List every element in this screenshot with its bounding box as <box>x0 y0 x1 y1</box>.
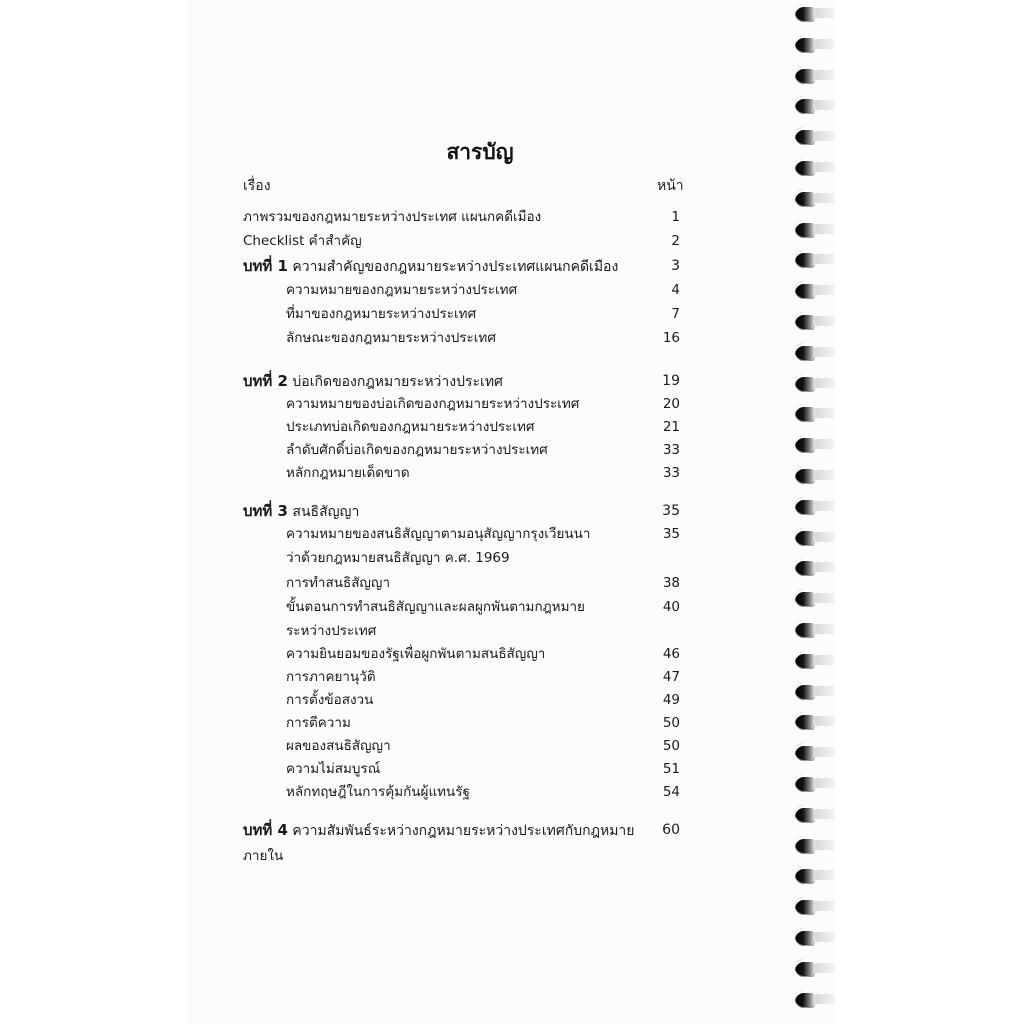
toc-entry-label: ว่าด้วยกฎหมายสนธิสัญญา ค.ศ. 1969 <box>286 550 510 566</box>
toc-entry-label: การตั้งข้อสงวน <box>286 692 374 708</box>
toc-chapter-2 <box>190 370 680 392</box>
spiral-ring-icon <box>795 125 845 149</box>
chapter-number: บทที่ 4 <box>243 821 288 839</box>
spiral-ring-icon <box>795 895 845 919</box>
toc-entry-page: 33 <box>662 465 680 481</box>
toc-entry-label: หลักกฎหมายเด็ดขาด <box>286 465 410 481</box>
column-header-page: หน้า <box>657 178 684 194</box>
toc-entry-page: 21 <box>662 419 680 435</box>
toc-entry-page: 20 <box>662 396 680 412</box>
spiral-ring-icon <box>795 218 845 242</box>
toc-entry-page: 2 <box>671 233 680 249</box>
toc-entry-page: 40 <box>662 599 680 615</box>
toc-entry <box>190 643 680 665</box>
spiral-binding <box>795 0 845 1024</box>
spiral-ring-icon <box>795 680 845 704</box>
spiral-ring-icon <box>795 556 845 580</box>
spiral-ring-icon <box>795 741 845 765</box>
spiral-ring-icon <box>795 710 845 734</box>
spiral-ring-icon <box>795 957 845 981</box>
toc-entry-page: 51 <box>662 761 680 777</box>
toc-entry-page: 35 <box>662 503 680 519</box>
toc-entry-continuation <box>190 547 680 569</box>
toc-entry <box>190 230 680 252</box>
chapter-number: บทที่ 2 <box>243 372 288 390</box>
toc-entry-label: ความหมายของบ่อเกิดของกฎหมายระหว่างประเทศ <box>286 396 580 412</box>
toc-entry-page: 60 <box>662 822 680 838</box>
toc-entry-page: 7 <box>671 306 680 322</box>
toc-entry <box>190 758 680 780</box>
toc-entry-page: 46 <box>662 646 680 662</box>
toc-entry <box>190 572 680 594</box>
spiral-ring-icon <box>795 864 845 888</box>
toc-entry-label: ภายใน <box>243 848 284 864</box>
spiral-ring-icon <box>795 587 845 611</box>
spiral-ring-icon <box>795 803 845 827</box>
column-header-topic: เรื่อง <box>243 178 271 194</box>
toc-entry-label: การภาคยานุวัติ <box>286 669 376 685</box>
toc-entry <box>190 712 680 734</box>
toc-entry <box>190 689 680 711</box>
toc-entry-label: ระหว่างประเทศ <box>286 623 377 639</box>
toc-entry <box>190 439 680 461</box>
toc-entry-label: ที่มาของกฎหมายระหว่างประเทศ <box>286 306 477 322</box>
toc-entry-label: ลักษณะของกฎหมายระหว่างประเทศ <box>286 330 496 346</box>
toc-entry-label: สนธิสัญญา <box>292 504 360 520</box>
spiral-ring-icon <box>795 156 845 180</box>
toc-entry <box>190 523 680 545</box>
spiral-ring-icon <box>795 372 845 396</box>
toc-entry-continuation <box>190 845 680 867</box>
toc-entry <box>190 327 680 349</box>
spiral-ring-icon <box>795 526 845 550</box>
spiral-ring-icon <box>795 402 845 426</box>
toc-chapter-1 <box>190 255 680 277</box>
spiral-ring-icon <box>795 649 845 673</box>
toc-entry-page: 50 <box>662 715 680 731</box>
toc-entry-label: ขั้นตอนการทำสนธิสัญญาและผลผูกพันตามกฎหมาย <box>286 599 585 615</box>
toc-entry-page: 54 <box>662 784 680 800</box>
toc-entry-page: 50 <box>662 738 680 754</box>
toc-entry <box>190 596 680 618</box>
toc-entry <box>190 393 680 415</box>
spiral-ring-icon <box>795 926 845 950</box>
toc-entry <box>190 303 680 325</box>
spiral-ring-icon <box>795 310 845 334</box>
chapter-number: บทที่ 3 <box>243 502 288 520</box>
spiral-ring-icon <box>795 187 845 211</box>
page-title: สารบัญ <box>446 140 514 164</box>
toc-entry-page: 4 <box>671 282 680 298</box>
toc-entry-label: ความไม่สมบูรณ์ <box>286 761 381 777</box>
toc-entry-label: การตีความ <box>286 715 351 731</box>
spiral-ring-icon <box>795 618 845 642</box>
toc-entry-page: 35 <box>662 526 680 542</box>
spiral-ring-icon <box>795 464 845 488</box>
toc-chapter-3 <box>190 500 680 522</box>
spiral-ring-icon <box>795 341 845 365</box>
toc-entry-label: Checklist คำสำคัญ <box>243 233 362 249</box>
toc-entry-page: 49 <box>662 692 680 708</box>
spiral-ring-icon <box>795 834 845 858</box>
toc-entry-label: ประเภทบ่อเกิดของกฎหมายระหว่างประเทศ <box>286 419 535 435</box>
spiral-ring-icon <box>795 433 845 457</box>
spiral-ring-icon <box>795 988 845 1012</box>
toc-entry-label: ความสำคัญของกฎหมายระหว่างประเทศแผนกคดีเมือง <box>292 259 619 275</box>
toc-entry-label: ลำดับศักดิ์บ่อเกิดของกฎหมายระหว่างประเทศ <box>286 442 548 458</box>
toc-entry-page: 47 <box>662 669 680 685</box>
spiral-ring-icon <box>795 772 845 796</box>
toc-entry-label: ภาพรวมของกฎหมายระหว่างประเทศ แผนกคดีเมือง <box>243 209 542 225</box>
toc-entry-page: 16 <box>662 330 680 346</box>
toc-entry <box>190 735 680 757</box>
toc-entry-page: 33 <box>662 442 680 458</box>
toc-entry <box>190 781 680 803</box>
toc-page <box>190 0 835 1024</box>
toc-entry-label: การทำสนธิสัญญา <box>286 575 391 591</box>
toc-entry-label: ความสัมพันธ์ระหว่างกฎหมายระหว่างประเทศกับกฎหมาย <box>292 823 635 839</box>
spiral-ring-icon <box>795 64 845 88</box>
toc-entry-label: หลักทฤษฎีในการคุ้มกันผู้แทนรัฐ <box>286 784 470 800</box>
toc-entry-label: ความยินยอมของรัฐเพื่อผูกพันตามสนธิสัญญา <box>286 646 546 662</box>
toc-entry <box>190 462 680 484</box>
spiral-ring-icon <box>795 33 845 57</box>
toc-entry-page: 19 <box>662 373 680 389</box>
toc-chapter-4 <box>190 819 680 841</box>
toc-entry <box>190 416 680 438</box>
spiral-ring-icon <box>795 2 845 26</box>
spiral-ring-icon <box>795 248 845 272</box>
toc-entry-page: 1 <box>671 209 680 225</box>
toc-entry-label: บ่อเกิดของกฎหมายระหว่างประเทศ <box>292 374 503 390</box>
toc-entry-label: ความหมายของกฎหมายระหว่างประเทศ <box>286 282 518 298</box>
toc-entry <box>190 666 680 688</box>
chapter-number: บทที่ 1 <box>243 257 288 275</box>
spiral-ring-icon <box>795 94 845 118</box>
toc-entry-label: ความหมายของสนธิสัญญาตามอนุสัญญากรุงเวียนนา <box>286 526 591 542</box>
toc-entry-continuation <box>190 620 680 642</box>
spiral-ring-icon <box>795 495 845 519</box>
toc-entry <box>190 206 680 228</box>
toc-entry-page: 38 <box>662 575 680 591</box>
toc-entry-page: 3 <box>671 258 680 274</box>
toc-entry <box>190 279 680 301</box>
toc-entry-label: ผลของสนธิสัญญา <box>286 738 391 754</box>
spiral-ring-icon <box>795 279 845 303</box>
